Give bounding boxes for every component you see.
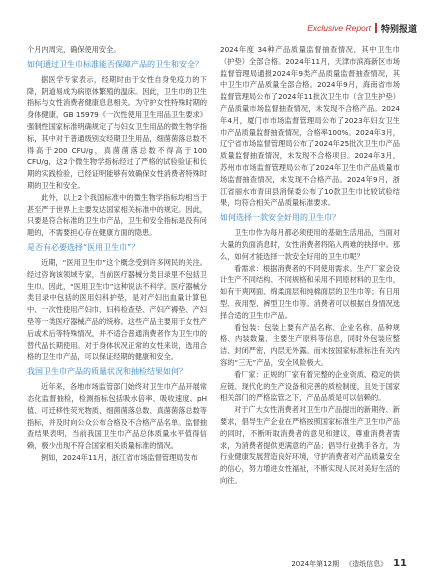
section-heading: 如何通过卫生巾标准能否保障产品的卫生和安全？ (27, 59, 203, 69)
paragraph: 此外，以上2个我国标准中的微生物学指标均相当于甚至严于世界上主要发达国家相关标准中的规定。因此，只要是符合标准的卫生巾产品，卫生和安全指标是没有问题的，不需要担心存在健康方面的隐患。 (27, 192, 207, 238)
paragraph: 看厂家：正规的厂家有着完整的企业资质、稳定的供应链、现代化的生产设备和完善的质检制度，且处于国家相关部门的严格监管之下，产品品质是可以信赖的。 (220, 369, 400, 403)
paragraph: 卫生巾作为每月都必须使用的基础生活用品，当面对大量的负面消息时，女性消费者将陷入两难的抉择中。那么，如何才能选择一款安全好用的卫生巾呢？ (220, 228, 400, 261)
paragraph: 个月内周完，确保使用安全。 (27, 45, 121, 54)
paragraph: 看需求：根据消费者的不同使用需求。生产厂家会设计生产不同结构、不同规格和采用不同原材料的卫生巾，如有干爽网面、绵柔面层和纯棉面层的卫生巾等；有日用型、夜用型、裤型卫生巾等。消费者可以根据自身情况选择合适的卫生巾产品。 (220, 263, 400, 320)
section-heading: 是否有必要选择“医用卫生巾”？ (27, 242, 140, 252)
paragraph: 对于广大女性消费者对卫生巾产品提出的新期待、新要求，倡导生产企业在严格按照国家标准生产卫生巾产品的同时，不断听取消费者的意见和建议，尊重消费者需求，为消费者提供更满意的产品；倡导行业携手各方，为行业健康发展营造良好环境，守护消费者对产品质量安全的信心，努力增进女性福祉，不断实现人民对美好生活的向往。 (220, 405, 400, 485)
issue-label: 2024年第12期 (291, 559, 340, 568)
running-header (307, 20, 417, 36)
section-heading: 如何选择一款安全好用的卫生巾？ (220, 213, 340, 223)
header-chinese: 特别报道 (380, 24, 417, 35)
page-number: 11 (393, 558, 407, 569)
header-english: Exclusive Report (307, 23, 371, 33)
header-divider (375, 23, 377, 33)
paragraph: 近期，“医用卫生巾”这个概念受到许多网民的关注。经过咨询该领域专家，当前医疗器械分类目录里不包括卫生巾。因此，“医用卫生巾”这种说法不科学。医疗器械分类目录中包括的医用妇科护垫，是对产妇出血量计算包中、一次性使用产妇巾、妇科检查垫、产妇产褥垫、产妇垫等一类医疗器械产品的统称。这些产品主要用于女性产后或术后等特殊情况，并不适合普通消费者作为卫生巾的替代品长期使用。对于身体状况正常的女性来说，选用合格的卫生巾产品，可以保证经期的健康和安全。 (27, 257, 207, 362)
right-column (220, 44, 400, 487)
page-footer (291, 558, 407, 569)
journal-name: 《造纸信息》 (345, 559, 388, 568)
left-column (27, 44, 207, 464)
paragraph: 看包装：包装上要有产品名称、企业名称、品种规格、内装数量、主要生产原料等信息，同时外包装应整洁、封闭严密，内层无外露。而未按国家标准标注有关内容的“三无”产品，安全风险极大。 (220, 322, 400, 367)
paragraph: 例如，2024年11月，浙江省市场监督管理局发布 (41, 452, 198, 462)
paragraph: 据医学专家表示，经期时由于女性自身免疫力的下降，阴道易成为病原体繁殖的温床。因此，卫生巾的卫生指标与女性消费者健康息息相关。为守护女性特殊时期的身体健康，GB 15979《一次性使用卫生用品卫生要求》强制性国家标准明确规定了与妇女卫生用品的微生物学指标，其中对于普通级别女经期卫生用品，细菌菌落总数不得高于200 CFU/g，真菌菌落总数不得高于100 CFU/g，这2个微生物学指标经过了严格的试验验证和长期的实践检验，已经证明能够有效确保女性消费者特殊时期的卫生和安全。 (27, 74, 207, 190)
section-heading: 我国卫生巾产品的质量状况和抽检结果如何？ (27, 367, 187, 377)
paragraph: 近年来，各地市场监管部门始终对卫生巾产品开展常态化监督抽检，检测指标包括吸水倍率、吸收速度、pH 值、可迁移性荧光物质、细菌菌落总数、真菌菌落总数等指标，并及时向公众公布合格及不合格产品名单。监督抽查结果表明，当前我国卫生巾产品总体质量水平值得信赖，极少出现不符合国家相关质量标准的情况。 (27, 382, 207, 451)
paragraph: 2024年度 34种产品质量监督抽查情况，其中卫生巾（护垫）全部合格。2024年11月，天津市滨海新区市场监督管理局通报2024年9类产品质量监督抽查情况，其中卫生巾产品质量全部合格。2024年9月，海南省市场监督管理局公布了2024年11批次卫生巾（含卫生护垫）产品质量市场监督抽查情况，未发现不合格产品。2024年4月，厦门市市场监督管理局公布了2023年妇女卫生巾产品质量监督抽查情况，合格率100%。2024年3月，辽宁省市场监督管理局公布了2024年25批次卫生巾产品质量监督抽查情况，未发现不合格项目。2024年3月，苏州市市场监督管理局公布了2024年卫生巾产品质量市场监督抽查情况，未发现不合格产品。2024年9月，浙江省丽水市青田县消保委公布了10款卫生巾比较试验结果，均符合相关产品质量标准要求。 (220, 45, 400, 208)
